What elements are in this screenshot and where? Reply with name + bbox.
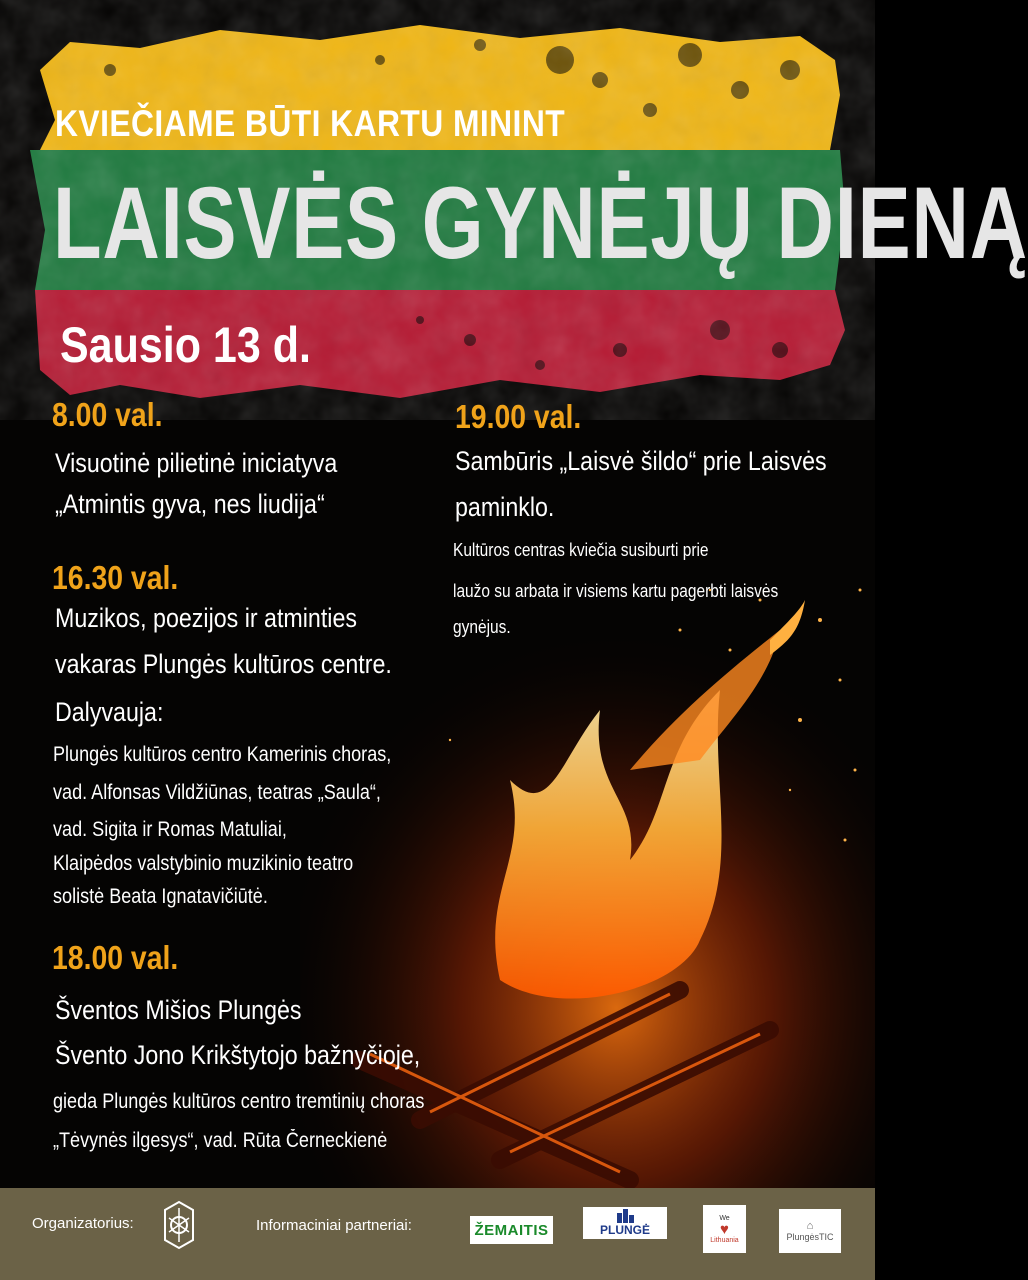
event-time-1630: 16.30 val. xyxy=(52,559,179,596)
plunge-skyline-icon xyxy=(617,1209,634,1223)
page-title: LAISVĖS GYNĖJŲ DIENĄ xyxy=(53,166,1028,280)
event-1630-detail5: solistė Beata Ignatavičiūtė. xyxy=(53,885,268,908)
organizer-label: Organizatorius: xyxy=(32,1215,134,1232)
event-1630-line1: Muzikos, poezijos ir atminties xyxy=(55,603,357,633)
partners-label: Informaciniai partneriai: xyxy=(256,1217,412,1234)
event-1630-detail2: vad. Alfonsas Vildžiūnas, teatras „Saula“, xyxy=(53,781,381,804)
event-time-18: 18.00 val. xyxy=(52,939,179,976)
event-19-detail1: Kultūros centras kviečia susiburti prie xyxy=(453,540,709,560)
event-8-line1: Visuotinė pilietinė iniciatyva xyxy=(55,448,338,478)
event-1630-detail3: vad. Sigita ir Romas Matuliai, xyxy=(53,818,287,841)
zemaitis-logo: ŽEMAITIS xyxy=(470,1216,553,1244)
event-19-detail3: gynėjus. xyxy=(453,617,511,637)
event-18-detail2: „Tėvynės ilgesys“, vad. Rūta Černeckienė xyxy=(53,1129,388,1152)
we-love-lithuania-logo: We ♥ Lithuania xyxy=(703,1205,746,1253)
event-1630-line2: vakaras Plungės kultūros centre. xyxy=(55,649,392,679)
building-icon: ⌂ xyxy=(806,1219,814,1232)
event-1630-detail4: Klaipėdos valstybinio muzikinio teatro xyxy=(53,852,354,875)
event-8-line2: „Atmintis gyva, nes liudija“ xyxy=(55,489,325,519)
plunge-tic-logo: ⌂ PlungėsTIC xyxy=(779,1209,841,1253)
event-1630-line3: Dalyvauja: xyxy=(55,697,164,727)
event-19-line1: Sambūris „Laisvė šildo“ prie Laisvės xyxy=(455,446,827,476)
event-18-line1: Šventos Mišios Plungės xyxy=(55,995,302,1025)
heart-icon: ♥ xyxy=(720,1220,729,1238)
event-date: Sausio 13 d. xyxy=(60,317,311,373)
organizer-emblem-icon xyxy=(162,1200,196,1250)
plunge-logo: PLUNGĖ xyxy=(583,1207,667,1239)
event-time-19: 19.00 val. xyxy=(455,398,582,435)
event-1630-detail1: Plungės kultūros centro Kamerinis choras, xyxy=(53,743,392,766)
event-19-detail2: laužo su arbata ir visiems kartu pagerbti laisvės xyxy=(453,581,779,601)
invite-line: KVIEČIAME BŪTI KARTU MININT xyxy=(55,103,566,144)
event-time-8: 8.00 val. xyxy=(52,396,163,433)
event-19-line2: paminklo. xyxy=(455,492,555,522)
footer-bar xyxy=(0,1188,875,1280)
event-18-line2: Švento Jono Krikštytojo bažnyčioje, xyxy=(55,1040,421,1070)
event-18-detail1: gieda Plungės kultūros centro tremtinių choras xyxy=(53,1090,425,1113)
